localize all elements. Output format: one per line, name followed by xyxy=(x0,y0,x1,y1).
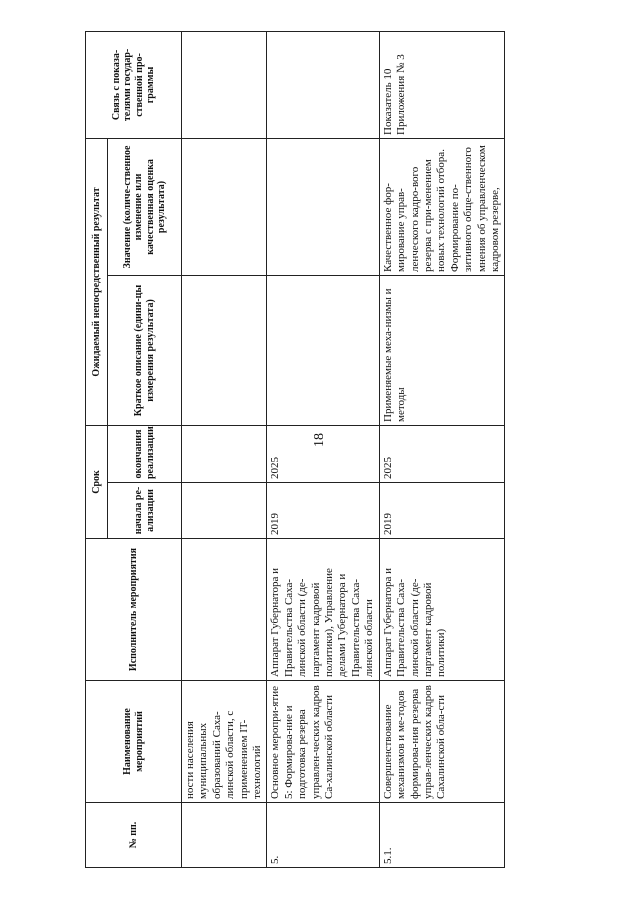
table-row xyxy=(267,31,379,867)
cell-end xyxy=(182,425,267,482)
cell-name: Совершенствование механизмов и ме-тодов формирова-ния резерва управ-ленческих кадров Сахалинской обла-сти xyxy=(379,681,505,803)
cell-end: 2025 xyxy=(267,425,379,482)
cell-num xyxy=(182,803,267,868)
cell-link: Показатель 10 Приложения № 3 xyxy=(379,31,505,138)
header-term-end: окончания реализации xyxy=(108,425,182,482)
cell-start: 2019 xyxy=(267,483,379,539)
cell-link xyxy=(182,31,267,138)
header-result-short: Краткое описание (едини-цы измерения результата) xyxy=(108,275,182,425)
header-result: Ожидаемый непосредственный результат xyxy=(86,138,108,425)
header-executor: Исполнитель мероприятия xyxy=(86,539,182,681)
cell-start xyxy=(182,483,267,539)
cell-result-value: Качественное фор-мирование управ-ленческого кадро-вого резерва с при-менением новых технологий отбора. Формирование по-зитивного обще-ственного мнения об управленческом кадровом резерве, xyxy=(379,138,505,275)
header-link: Связь с показа-телями государ-ственной про-граммы xyxy=(86,31,182,138)
table-row xyxy=(379,31,505,867)
cell-result-value xyxy=(182,138,267,275)
cell-executor xyxy=(182,539,267,681)
measures-table xyxy=(85,31,505,868)
cell-end: 2025 xyxy=(379,425,505,482)
cell-result-short xyxy=(182,275,267,425)
cell-result-short: Применяемые меха-низмы и методы xyxy=(379,275,505,425)
cell-num: 5. xyxy=(267,803,379,868)
header-term-start: начала ре-ализации xyxy=(108,483,182,539)
page-number: 18 xyxy=(312,433,327,447)
cell-name: Основное меропри-ятие 5: Формирова-ние и подготовка резерва управлен-ческих кадров Са-халинской области xyxy=(267,681,379,803)
cell-result-short xyxy=(267,275,379,425)
cell-executor: Аппарат Губернатора и Правительства Саха-линской области (де-партамент кадровой политики), Управление делами Губернатора и Правительства Саха-линской области xyxy=(267,539,379,681)
table-row xyxy=(182,31,267,867)
cell-link xyxy=(267,31,379,138)
header-name: Наименование мероприятий xyxy=(86,681,182,803)
cell-result-value xyxy=(267,138,379,275)
cell-start: 2019 xyxy=(379,483,505,539)
header-term: Срок xyxy=(86,425,108,538)
cell-executor: Аппарат Губернатора и Правительства Саха-линской области (де-партамент кадровой политики) xyxy=(379,539,505,681)
cell-name: ности населения муниципальных образований Саха-линской области, с применением IT-технологий xyxy=(182,681,267,803)
cell-num: 5.1. xyxy=(379,803,505,868)
header-result-value: Значение (количе-ственное изменение или качественная оценка результата) xyxy=(108,138,182,275)
header-num: № пп. xyxy=(86,803,182,868)
